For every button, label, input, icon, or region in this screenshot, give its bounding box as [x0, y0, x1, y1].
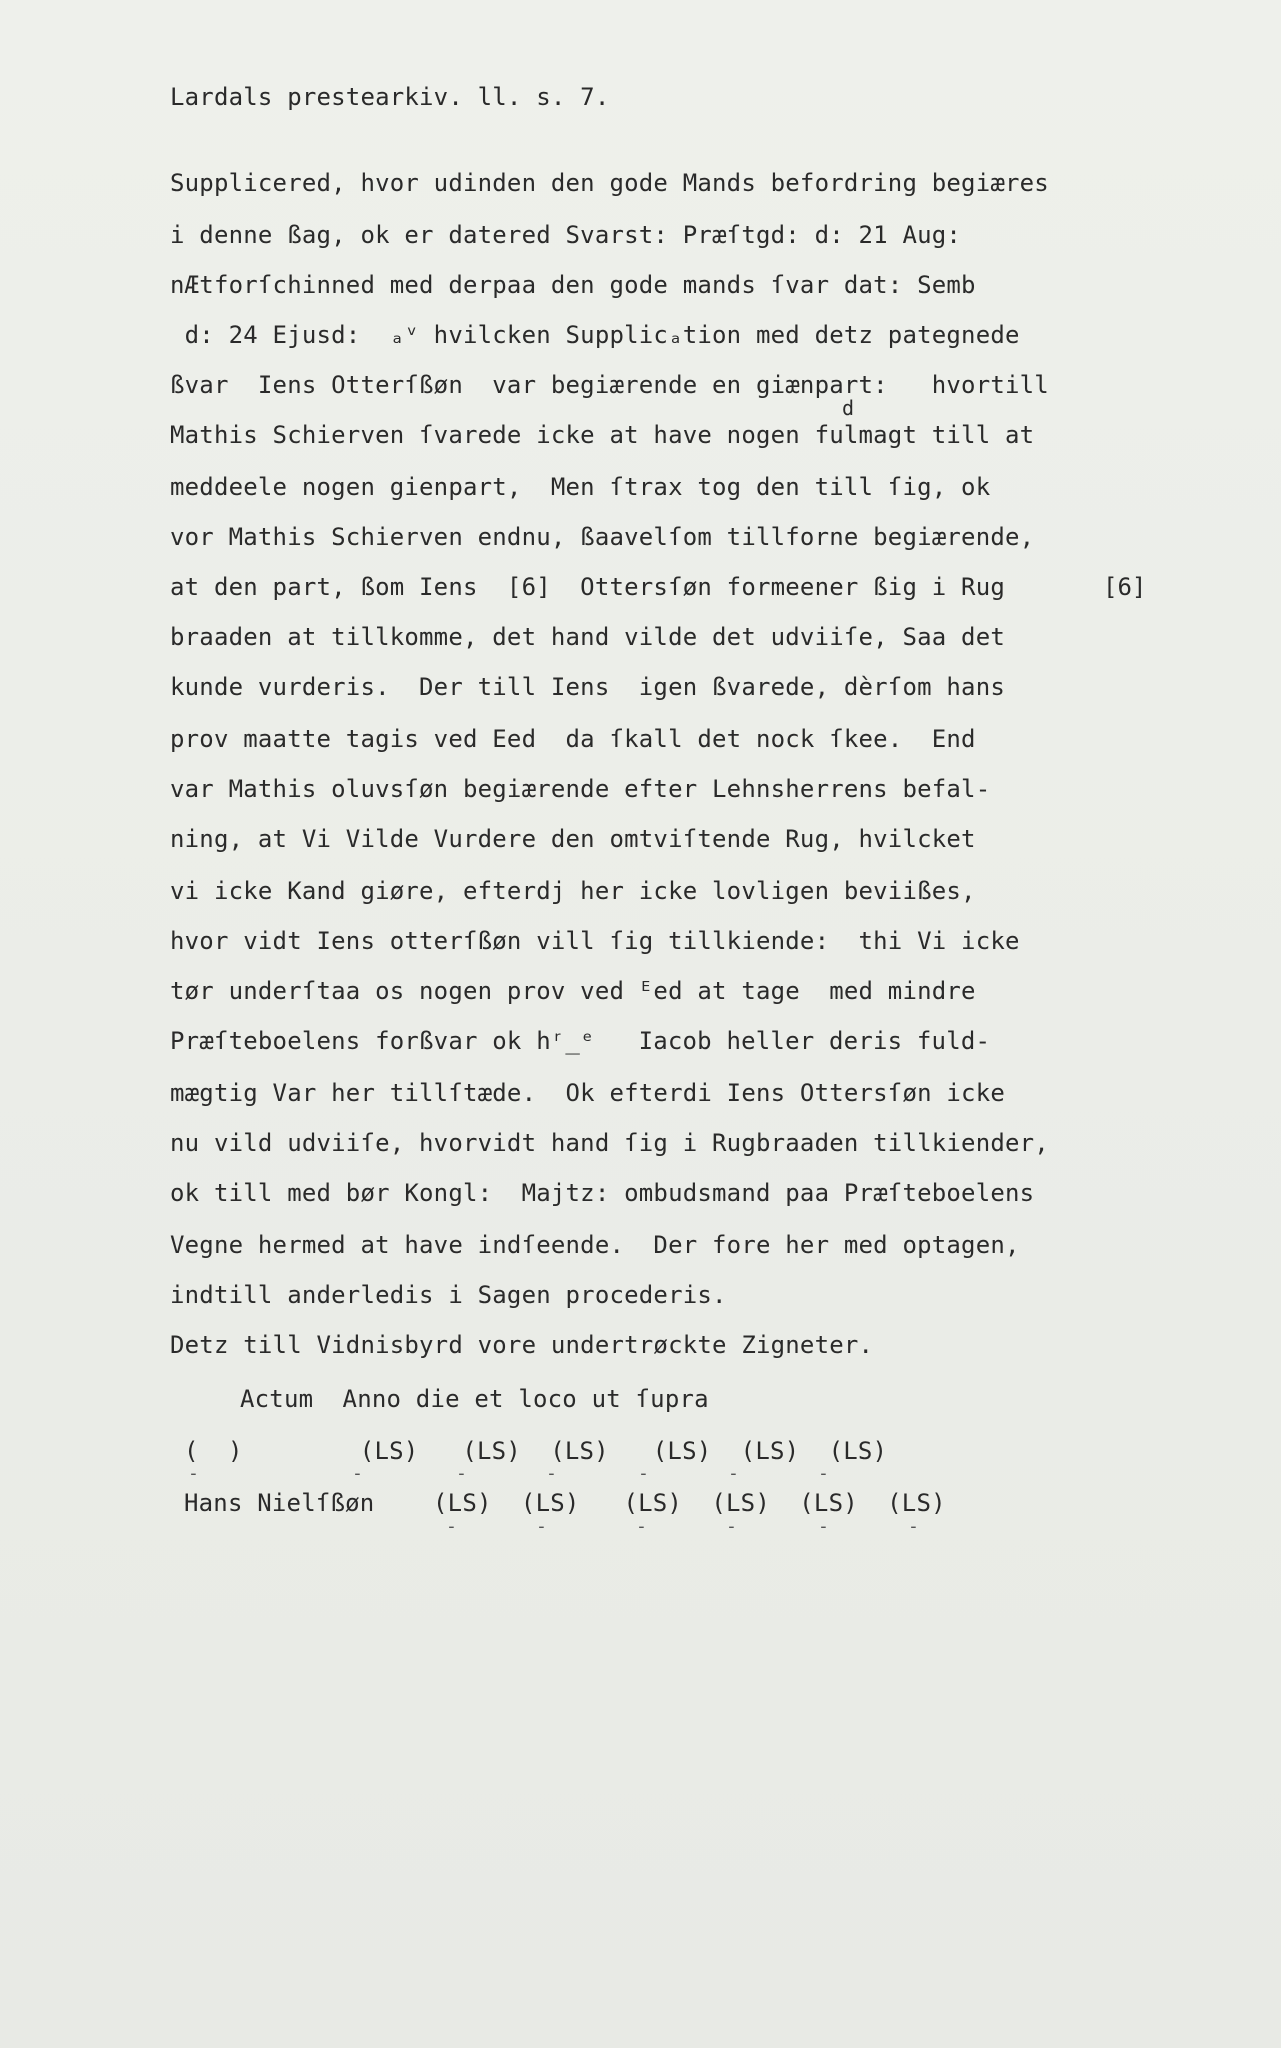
seal-dash: - — [818, 1463, 829, 1484]
text-line-18: Præſteboelens forßvar ok hʳ̲ᵉ Iacob heller deris fuld- — [170, 1027, 991, 1055]
text-line-17: tør underſtaa os nogen prov ved ᴱed at tage med mindre — [170, 977, 976, 1005]
seal-dash: - — [546, 1463, 557, 1484]
text-line-13: var Mathis oluvsſøn begiærende efter Lehnsherrens befal- — [170, 775, 991, 803]
header-reference: Lardals prestearkiv. ll. s. 7. — [170, 83, 610, 111]
seal-row-2-signature: Hans Nielſßøn (LS) (LS) (LS) (LS) (LS) (LS) — [184, 1489, 946, 1517]
seal-dash: - — [456, 1463, 467, 1484]
text-line-12: prov maatte tagis ved Eed da ſkall det nock ſkee. End — [170, 725, 976, 753]
text-line-15: vi icke Kand giøre, efterdj her icke lovligen beviißes, — [170, 877, 976, 905]
text-line-19: mægtig Var her tillſtæde. Ok efterdi Iens Ottersſøn icke — [170, 1079, 1006, 1107]
seal-dash: - — [536, 1516, 547, 1537]
interlinear-insertion: d — [842, 396, 855, 420]
text-line-7: meddeele nogen gienpart, Men ſtrax tog den till ſig, ok — [170, 473, 991, 501]
seal-dash: - — [818, 1516, 829, 1537]
seal-dash: - — [188, 1463, 199, 1484]
text-line-10: braaden at tillkomme, det hand vilde det udviiſe, Saa det — [170, 623, 1006, 651]
text-line-21: ok till med bør Kongl: Majtz: ombudsmand paa Præſteboelens — [170, 1179, 1035, 1207]
seal-dash: - — [638, 1463, 649, 1484]
text-line-16: hvor vidt Iens otterſßøn vill ſig tillkiende: thi Vi icke — [170, 927, 1020, 955]
text-line-5: ßvar Iens Otterſßøn var begiærende en giænpart: hvortill — [170, 371, 1049, 399]
text-line-11: kunde vurderis. Der till Iens igen ßvarede, dèrſom hans — [170, 673, 1006, 701]
seal-dash: - — [352, 1463, 363, 1484]
text-line-20: nu vild udviiſe, hvorvidt hand ſig i Rugbraaden tillkiender, — [170, 1129, 1049, 1157]
text-line-23: indtill anderledis i Sagen procederis. — [170, 1281, 727, 1309]
text-line-9: at den part, ßom Iens [6] Ottersſøn formeener ßig i Rug — [170, 573, 1006, 601]
seal-dash: - — [446, 1516, 457, 1537]
actum-line: Actum Anno die et loco ut ſupra — [240, 1385, 709, 1413]
text-line-22: Vegne hermed at have indſeende. Der fore her med optagen, — [170, 1231, 1020, 1259]
text-line-14: ning, at Vi Vilde Vurdere den omtviſtende Rug, hvilcket — [170, 825, 976, 853]
margin-note: [6] — [1103, 573, 1147, 601]
text-line-8: vor Mathis Schierven endnu, ßaavelſom tillforne begiærende, — [170, 523, 1035, 551]
text-line-2: i denne ßag, ok er datered Svarst: Præſtgd: d: 21 Aug: — [170, 221, 962, 249]
text-line-24: Detz till Vidnisbyrd vore undertrøckte Zigneter. — [170, 1331, 874, 1359]
seal-dash: - — [728, 1463, 739, 1484]
text-line-3: nÆtforſchinned med derpaa den gode mands ſvar dat: Semb — [170, 271, 976, 299]
text-line-6: Mathis Schierven ſvarede icke at have nogen fulmagt till at — [170, 421, 1035, 449]
text-line-1: Supplicered, hvor udinden den gode Mands befordring begiæres — [170, 169, 1049, 197]
seal-dash: - — [636, 1516, 647, 1537]
seal-dash: - — [726, 1516, 737, 1537]
seal-row-1: ( ) (LS) (LS) (LS) (LS) (LS) (LS) — [184, 1437, 888, 1465]
text-line-4: d: 24 Ejusd: ₐᵛ hvilcken Supplicₐtion med detz pategnede — [170, 321, 1020, 349]
seal-dash: - — [908, 1516, 919, 1537]
